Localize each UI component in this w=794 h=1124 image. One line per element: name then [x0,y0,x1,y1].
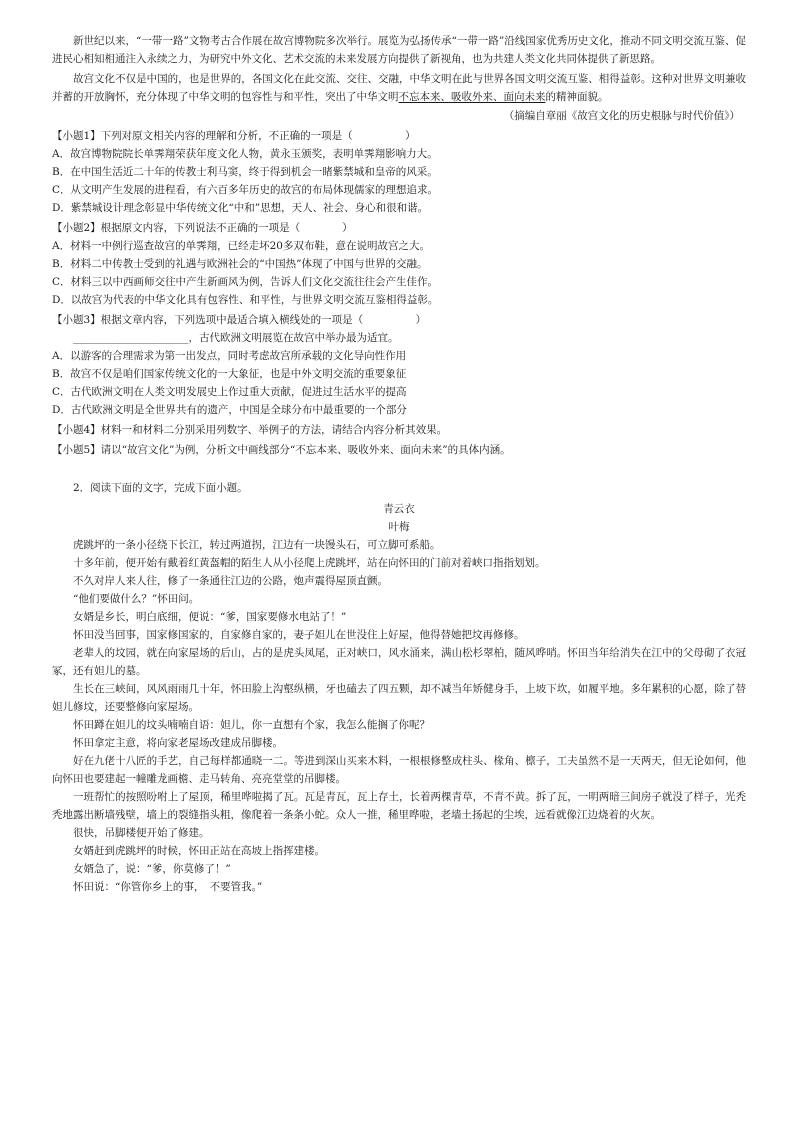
question-5-stem: 【小题5】请以“故宫文化”为例，分析文中画线部分“不忘本来、吸收外来、面向未来”的具体内涵。 [52,444,511,456]
question-2-stem: 【小题2】根据原文内容，下列说法不正确的一项是（ ） [52,222,353,234]
story-paragraph: 好在九佬十八匠的手艺，自己每样都通晓一二。等进到深山买来木料，一根根修整成柱头、椽角、檩子，工夫虽然不是一天两天，但无论如何，他向怀田也要建起一幢雕龙画檐、走马转角、亮亮堂堂的吊脚楼。 [52,755,746,785]
story-paragraph: 一班帮忙的按照吩咐上了屋顶，稀里哗啦揭了瓦。瓦是青瓦，瓦上存土，长着两棵青草，不青不黄。拆了瓦，一明两暗三间房子就没了样子，光秃秃地露出断墙残壁，墙上的裂缝指头粗，像爬着一条条小蛇。众人一推，稀里哗啦，老墙土扬起的尘埃，远看就像江边烧着的火灰。 [52,791,746,821]
passage2-title: 青云衣 [383,503,415,515]
passage2-author: 叶梅 [388,521,410,533]
story-paragraph: 怀田蹲在妲儿的坟头喃喃自语：妲儿，你一直想有个家，我怎么能搁了你呢？ [73,719,430,731]
question-1-option-b: B．在中国生活近二十年的传教士利马窦，终于得到机会一睹紫禁城和皇帝的风采。 [52,166,438,178]
question-3-stem: 【小题3】根据文章内容，下列选项中最适合填入横线处的一项是（ ） [52,314,427,326]
question-3-option-c: C．古代欧洲文明在人类文明发展史上作过重大贡献，促进过生活水平的提高 [52,386,407,398]
story-paragraph: 生长在三峡间，风风雨雨几十年，怀田脸上沟壑纵横，牙也磕去了四五颗，却不减当年矫健身手，上坡下坎，如履平地。多年累积的心愿，除了替妲儿修坟，还要整修向家屋场。 [52,683,746,713]
question-4-stem: 【小题4】材料一和材料二分别采用列数字、举例子的方法，请结合内容分析其效果。 [52,424,448,436]
story-paragraph: 怀田没当回事，国家修国家的，自家修自家的，妻子妲儿在世没住上好屋，他得替她把坟再修修。 [73,629,525,641]
underlined-phrase: 不忘本来、吸收外来、面向未来 [398,91,546,103]
question-2-option-c: C．材料三以中西画师交往中产生新画风为例，告诉人们文化交流往往会产生佳作。 [52,276,439,288]
story-paragraph: 怀田拿定主意，将向家老屋场改建成吊脚楼。 [73,737,283,749]
question-2-option-a: A．材料一中例行巡查故宫的单霁翔，已经走坏20多双布鞋，意在说明故宫之大。 [52,240,430,252]
paragraph-2-text-before: 故宫文化不仅是中国的，也是世界的，各国文化在此交流、交往、交融，中华文明在此与世界各国文明交流互鉴、相得益彰。这种对世界文明兼收并蓄的开放胸怀，充分体现了中华文明的包容性与和平性，突出了中华文明 [52,73,746,103]
question-1-stem: 【小题1】下列对原文相关内容的理解和分析，不正确的一项是（ ） [52,130,416,142]
story-paragraph: 女婿是乡长，明白底细，便说：“爹，国家要修水电站了！” [73,611,347,623]
section-spacer [52,459,746,479]
question-3-option-a: A．以游客的合理需求为第一出发点，同时考虑故宫所承载的文化导向性作用 [52,350,407,362]
story-paragraph: 不久对岸人来人往，修了一条通往江边的公路，炮声震得屋顶直颤。 [73,575,388,587]
paragraph-2-text-after: 的精神面貌。 [545,91,609,103]
question-1-option-a: A．故宫博物院院长单霁翔荣获年度文化人物，黄永玉颁奖，表明单霁翔影响力大。 [52,148,438,160]
question-2-option-b: B．材料二中传教士受到的礼遇与欧洲社会的“中国热”体现了中国与世界的交融。 [52,258,428,270]
source-citation: （摘编自章丽《故宫文化的历史根脉与时代价值》） [503,110,740,122]
story-paragraph: 女婿赶到虎跳坪的时候，怀田正站在高坡上指挥建楼。 [73,845,325,857]
document-page [52,32,746,896]
passage1-paragraph-1: 新世纪以来，“一带一路”文物考古合作展在故宫博物院多次举行。展览为弘扬传承“一带一路”沿线国家优秀历史文化，推动不同文明交流互鉴、促进民心相知相通注入永续之力，为研究中外文化、艺术交流的未来发展方向提供了新视角，也为共建人类文化共同体提供了新思路。 [52,35,746,65]
question-3-blank-sentence: ______________________，古代欧洲文明展览在故宫中举办最为适宜。 [73,332,399,344]
question-3-option-b: B．故宫不仅是咱们国家传统文化的一大象征，也是中外文明交流的重要象征 [52,368,407,380]
story-paragraph: 怀田说：“你管你乡上的事， 不要管我。” [73,881,263,893]
question-2-option-d: D．以故宫为代表的中华文化具有包容性、和平性，与世界文明交流互鉴相得益彰。 [52,294,439,306]
question-1-option-c: C．从文明产生发展的进程看，有六百多年历史的故宫的布局体现儒家的理想追求。 [52,184,439,196]
story-paragraph: “他们要做什么？”怀田问。 [73,593,200,605]
story-paragraph: 虎跳坪的一条小径绕下长江，转过两道拐，江边有一块馒头石，可立脚可系船。 [73,539,441,551]
passage2-instruction: 2．阅读下面的文字，完成下面小题。 [73,482,248,494]
passage1-paragraph-2 [52,70,746,106]
story-paragraph: 女婿急了，说：“爹，你莫修了！” [73,863,231,875]
story-paragraph: 很快，吊脚楼便开始了修建。 [73,827,210,839]
story-paragraph: 十多年前，便开始有戴着红黄盔帽的陌生人从小径爬上虎跳坪，站在向怀田的门前对着峡口指指划划。 [73,557,546,569]
story-paragraph: 老辈人的坟园，就在向家屋场的后山，占的是虎头凤尾，正对峡口，风水涌来，满山松杉翠柏，随风哗哨。怀田当年给消失在江中的父母砌了衣冠冢，还有妲儿的墓。 [52,647,746,677]
question-1-option-d: D．紫禁城设计理念彰显中华传统文化“中和”思想，天人、社会、身心和很和谐。 [52,202,429,214]
question-3-option-d: D．古代欧洲文明是全世界共有的遗产，中国是全球分布中最重要的一个部分 [52,404,407,416]
